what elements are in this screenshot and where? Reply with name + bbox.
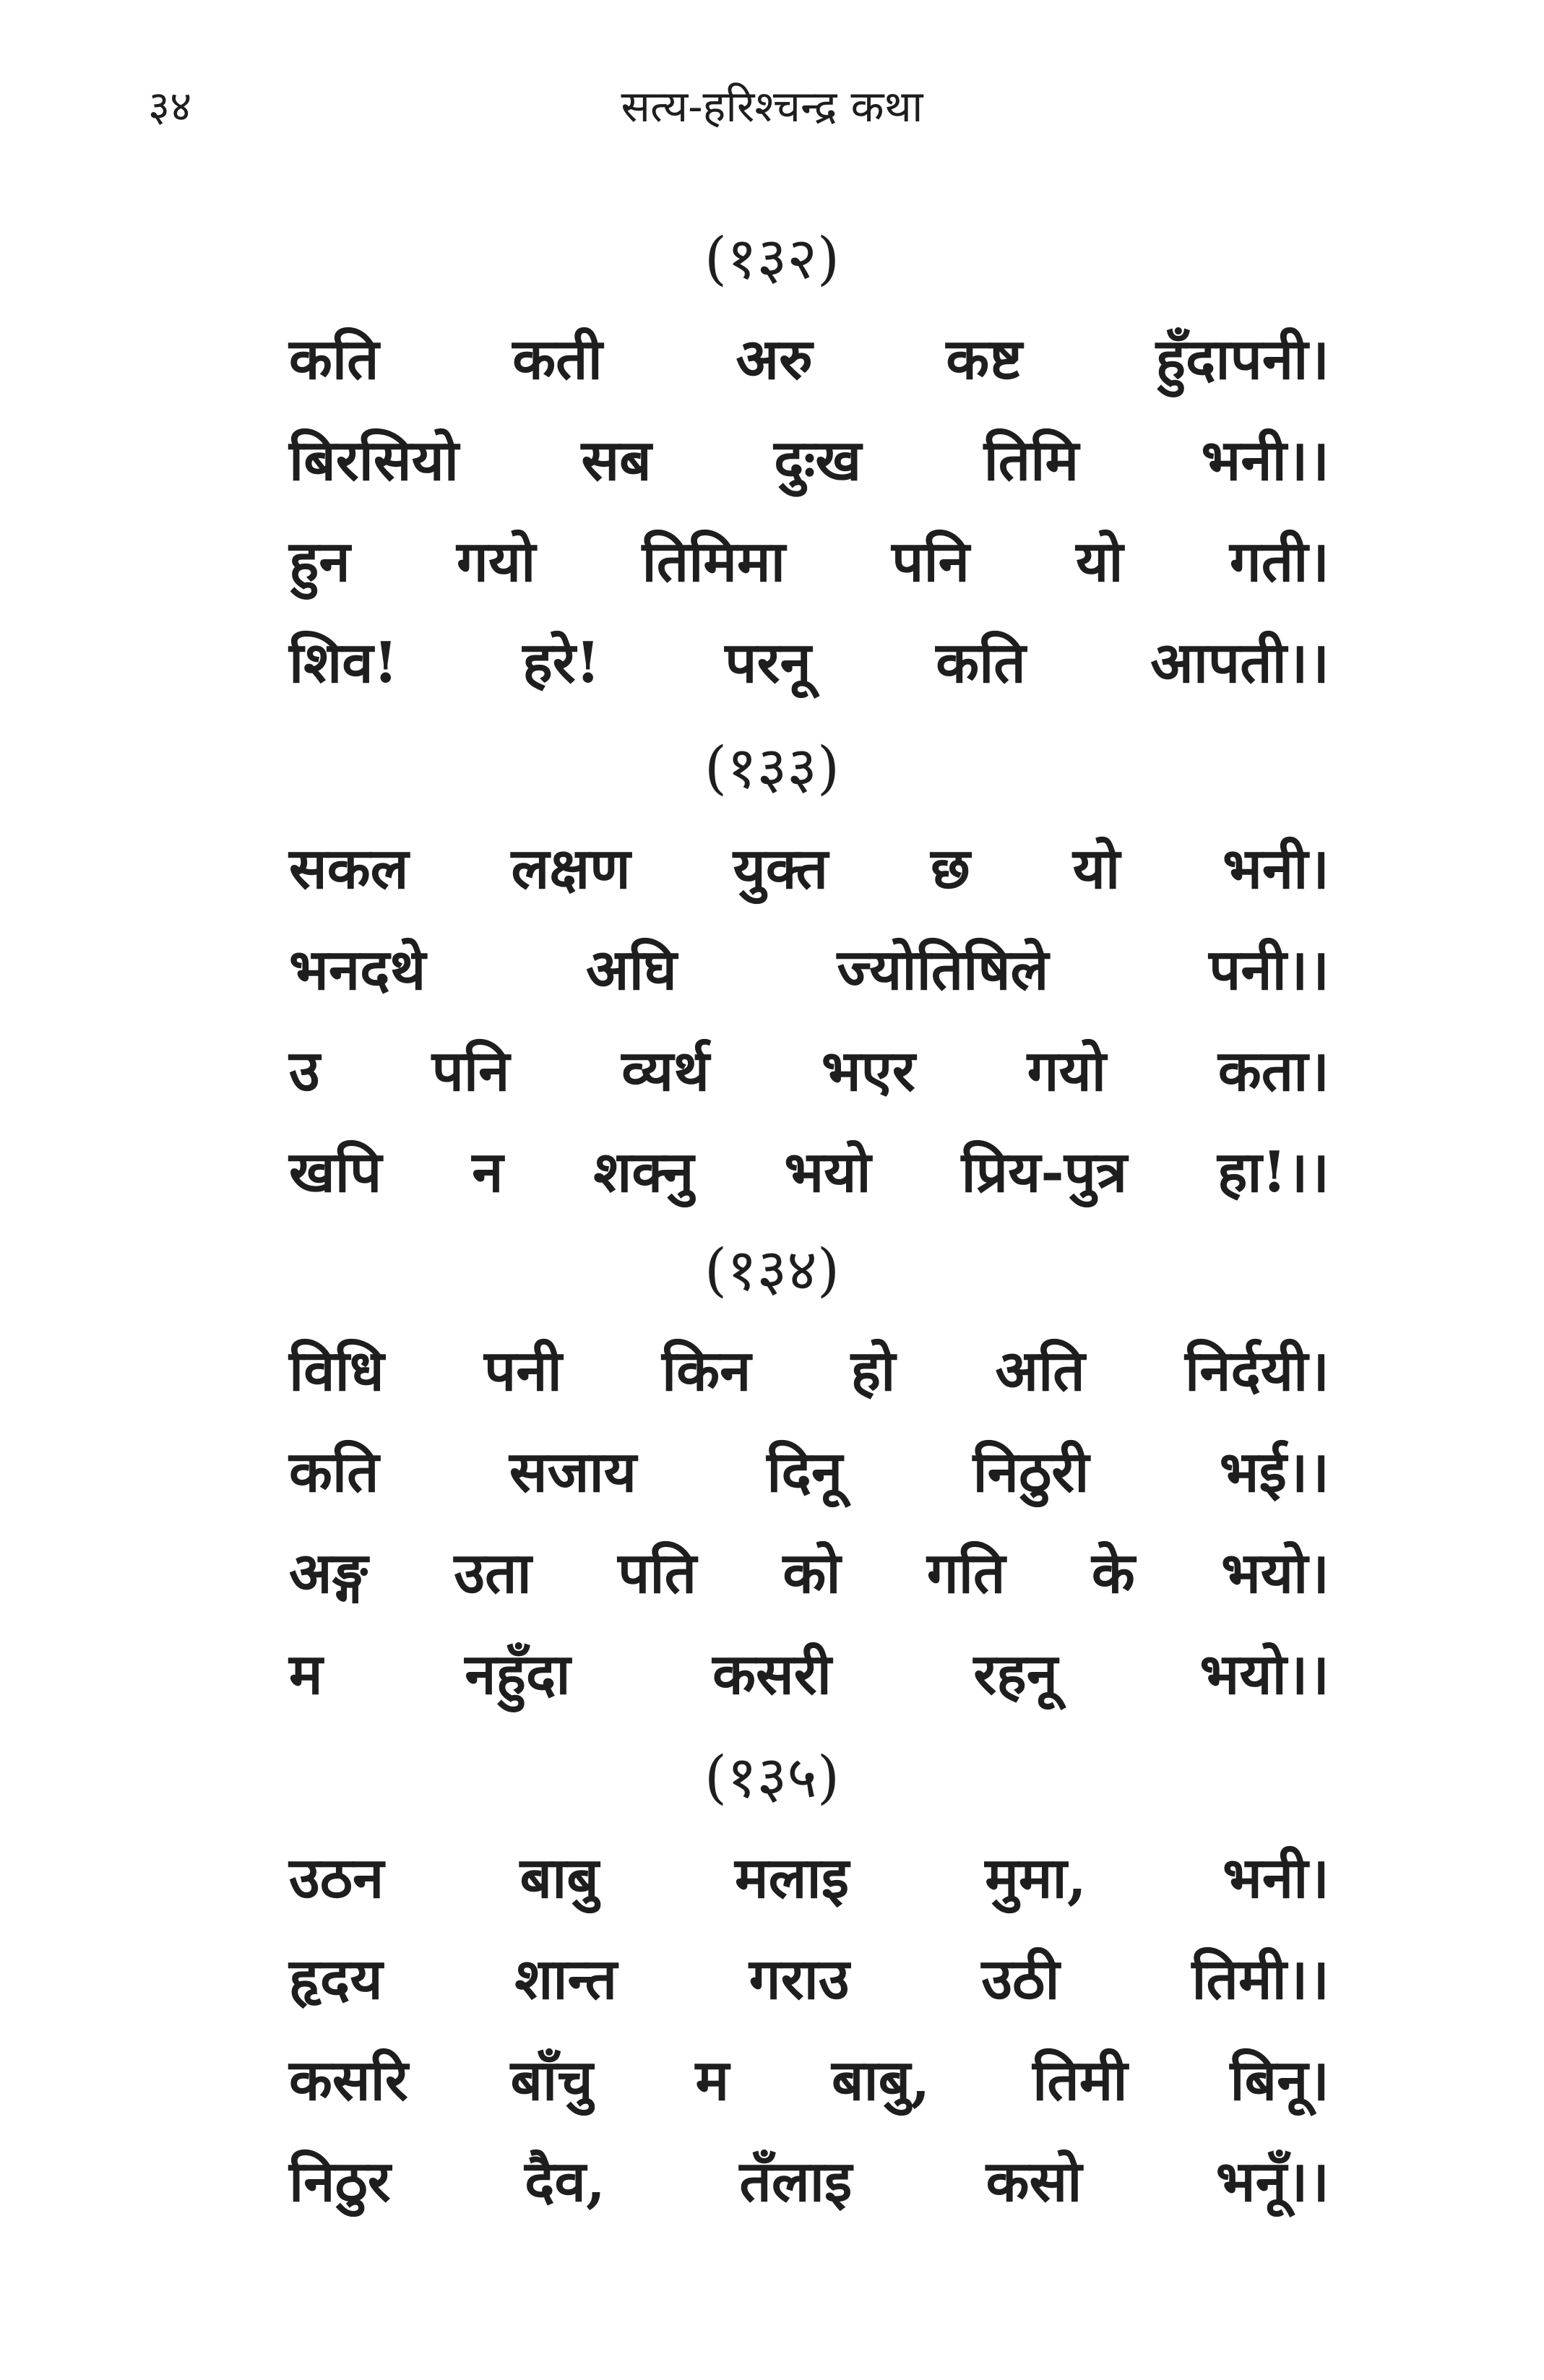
verse-word: गती।	[1229, 529, 1329, 595]
verse-word: ज्योतिषिले	[837, 937, 1049, 1003]
verse-word: नहुँदा	[465, 1642, 571, 1707]
verse-word: प्रिय-पुत्र	[961, 1139, 1128, 1205]
verse-word: बाँचु	[510, 2048, 593, 2113]
verse-word: भनदथे	[289, 937, 426, 1003]
verse-word: उता	[454, 1540, 532, 1606]
verse-word: भएर	[821, 1038, 915, 1104]
page-number: ३४	[148, 82, 192, 131]
verse-word: म	[289, 1642, 323, 1707]
verse-word: भनी।	[1222, 1845, 1329, 1911]
verse-word: के	[1091, 1540, 1135, 1606]
verse-word: हो	[850, 1338, 896, 1404]
verse-word: कति	[289, 1439, 379, 1505]
verse-line	[289, 1436, 1329, 1509]
verse-word: अङ्ग	[289, 1540, 368, 1606]
verse-line	[289, 526, 1329, 598]
verse-word: गयो	[1027, 1038, 1106, 1104]
verse-word: उ	[289, 1038, 320, 1104]
verse-word: कति	[936, 630, 1026, 696]
verse-word: भनी।	[1222, 836, 1329, 902]
verse-word: बाबु	[519, 1845, 599, 1911]
verse-word: गराउ	[749, 1946, 850, 2012]
verse-word: भयो	[784, 1139, 871, 1205]
verse-word: शिव!	[289, 630, 398, 696]
stanza-number: (१३४)	[704, 1236, 840, 1303]
verse-word: बिनू।	[1230, 2048, 1329, 2113]
verse-word: युक्त	[733, 836, 829, 902]
verse-word: भई।।	[1219, 1439, 1329, 1505]
verse-word: कती	[512, 327, 603, 392]
verse-word: लक्षण	[511, 836, 631, 902]
verse-line	[289, 1137, 1329, 1209]
verse-word: गति	[926, 1540, 1006, 1606]
verse-word: अति	[995, 1338, 1085, 1404]
verse-word: हृदय	[289, 1946, 383, 2012]
verse-word: दिनू	[767, 1439, 843, 1505]
verse-word: पनी	[483, 1338, 562, 1404]
verse-word: कसरी	[712, 1642, 832, 1707]
verse-line	[289, 1944, 1329, 2016]
verse-line	[289, 1335, 1329, 1407]
verse-word: मुमा,	[985, 1845, 1087, 1911]
running-head-title: सत्य-हरिश्चन्द्र कथा	[621, 82, 923, 132]
stanza-number: (१३५)	[704, 1743, 840, 1811]
verse-line	[289, 1538, 1329, 1610]
verse-line	[289, 425, 1329, 497]
verse-word: परनू	[725, 630, 811, 696]
verse-word: दैव,	[525, 2149, 606, 2215]
verse-line	[289, 1035, 1329, 1108]
verse-word: बिरसियो	[289, 428, 460, 493]
verse-word: गयो	[456, 529, 536, 595]
verse-word: हा!।।	[1217, 1139, 1329, 1205]
verse-word: कष्ट	[946, 327, 1022, 392]
verse-line	[289, 2045, 1329, 2117]
verse-line	[289, 324, 1329, 396]
verse-word: तिमिमा	[642, 529, 785, 595]
verse-word: न	[472, 1139, 504, 1205]
verse-line	[289, 833, 1329, 905]
verse-word: कता।	[1217, 1038, 1329, 1104]
verse-word: आपती।।	[1150, 630, 1329, 696]
verse-word: पति	[618, 1540, 697, 1606]
verse-word: म	[695, 2048, 730, 2113]
verse-word: शान्त	[514, 1946, 618, 2012]
verse-line	[289, 1842, 1329, 1915]
verse-word: सब	[581, 428, 652, 493]
verse-word: तँलाइ	[739, 2149, 853, 2215]
verse-line	[289, 934, 1329, 1006]
verse-word: पनि	[892, 529, 970, 595]
verse-word: सजाय	[509, 1439, 637, 1505]
verse-word: उठन	[289, 1845, 384, 1911]
verse-word: उठी	[981, 1946, 1060, 2012]
verse-word: खपि	[289, 1139, 382, 1205]
stanza-number: (१३२)	[704, 225, 840, 292]
verse-word: सकल	[289, 836, 409, 902]
verse-word: कसरि	[289, 2048, 408, 2113]
verse-word: कसो	[986, 2149, 1082, 2215]
verse-word: छ	[931, 836, 970, 902]
verse-word: को	[782, 1540, 841, 1606]
verse-word: दुःख	[774, 428, 862, 493]
verse-word: पनि	[431, 1038, 510, 1104]
verse-word: निठुरी	[972, 1439, 1090, 1505]
stanza-number: (१३३)	[704, 734, 840, 801]
verse-line	[289, 627, 1329, 699]
verse-word: भयो।	[1221, 1540, 1329, 1606]
verse-word: तिमी।।	[1191, 1946, 1329, 2012]
verse-word: निठुर	[289, 2149, 391, 2215]
verse-word: यो	[1072, 836, 1121, 902]
verse-word: हरे!	[522, 630, 600, 696]
verse-word: विधि	[289, 1338, 384, 1404]
verse-word: रहनू	[973, 1642, 1058, 1707]
verse-word: हुँदापनी।	[1155, 327, 1329, 392]
verse-word: अघि	[586, 937, 677, 1003]
verse-word: निर्दयी।	[1185, 1338, 1329, 1404]
verse-word: पनी।।	[1209, 937, 1329, 1003]
verse-line	[289, 2146, 1329, 2218]
verse-word: कति	[289, 327, 379, 392]
verse-word: शक्नु	[593, 1139, 694, 1205]
verse-line	[289, 1639, 1329, 1711]
verse-word: व्यर्थ	[621, 1038, 710, 1104]
verse-word: भयो।।	[1199, 1642, 1329, 1707]
verse-word: किन	[662, 1338, 751, 1404]
verse-word: यो	[1076, 529, 1124, 595]
verse-word: भनूँ।।	[1215, 2149, 1329, 2215]
verse-word: मलाइ	[735, 1845, 850, 1911]
verse-word: भनी।।	[1201, 428, 1329, 493]
verse-word: बाबु,	[831, 2048, 931, 2113]
verse-word: हुन	[289, 529, 350, 595]
verse-word: तिमी	[1032, 2048, 1128, 2113]
verse-word: तिमि	[983, 428, 1079, 493]
verse-word: अरु	[736, 327, 813, 392]
